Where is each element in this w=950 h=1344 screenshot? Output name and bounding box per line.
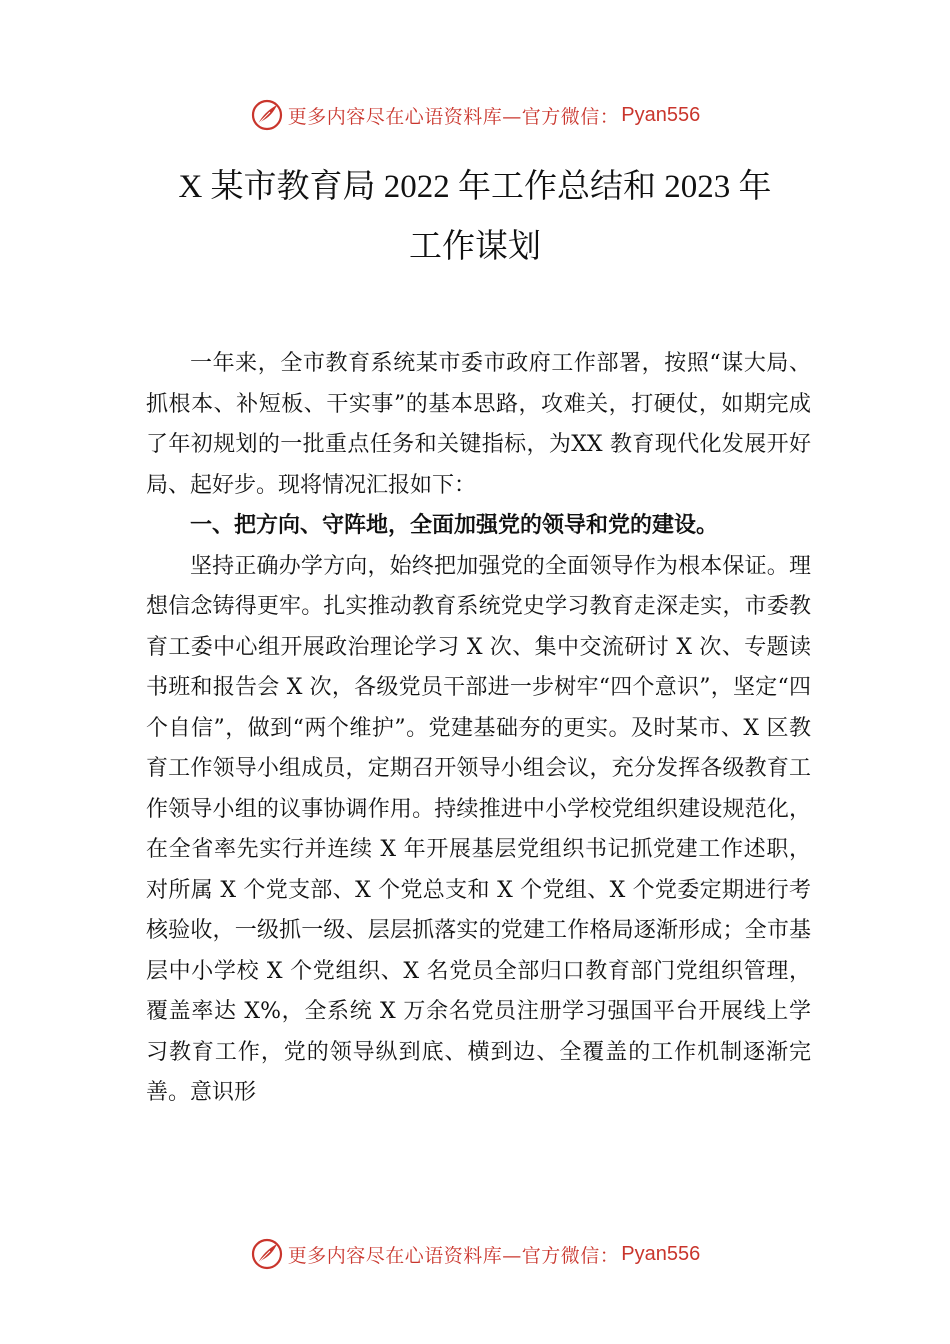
intro-paragraph: 一年来，全市教育系统某市委市政府工作部署，按照“谋大局、抓根本、补短板、干实事”的基本思路，攻难关，打硬仗，如期完成了年初规划的一批重点任务和关键指标，为XX 教育现代化发展开好局、起好步。现将情况汇报如下： xyxy=(146,351,811,498)
watermark-text: 更多内容尽在心语资料库—官方微信： xyxy=(287,1244,620,1267)
section-heading-1: 一、把方向、守阵地，全面加强党的领导和党的建设。 xyxy=(190,513,719,538)
watermark-wechat-id: Pyan556 xyxy=(621,103,701,126)
section-1-paragraph: 坚持正确办学方向，始终把加强党的全面领导作为根本保证。理想信念铸得更牢。扎实推动教育系统党史学习教育走深走实，市委教育工委中心组开展政治理论学习 X 次、集中交流研讨 X 次、专题读书班和报告会 X 次，各级党员干部进一步树牢“四个意识”，坚定“四个自信”，做到“两个维护”。党建基础夯的更实。及时某市、X 区教育工作领导小组成员，定期召开领导小组会议，充分发挥各级教育工作领导小组的议事协调作用。持续推进中小学校党组织建设规范化，在全省率先实行并连续 X 年开展基层党组织书记抓党建工作述职，对所属 X 个党支部、X 个党总支和 X 个党组、X 个党委定期进行考核验收，一级抓一级、层层抓落实的党建工作格局逐渐形成；全市基层中小学校 X 个党组织、X 名党员全部归口教育部门党组织管理，覆盖率达 X%，全系统 X 万余名党员注册学习强国平台开展线上学习教育工作，党的领导纵到底、横到边、全覆盖的工作机制逐渐完善。意识形 xyxy=(146,553,811,1105)
quill-logo-icon xyxy=(250,98,284,132)
document-body xyxy=(146,344,811,1114)
document-title xyxy=(100,157,850,277)
watermark-wechat-id: Pyan556 xyxy=(621,1242,701,1265)
title-line-2: 工作谋划 xyxy=(409,229,541,265)
watermark-banner-top xyxy=(0,95,950,135)
title-line-1: X 某市教育局 2022 年工作总结和 2023 年 xyxy=(178,169,772,205)
watermark-text: 更多内容尽在心语资料库—官方微信： xyxy=(287,105,620,128)
watermark-banner-bottom xyxy=(0,1234,950,1274)
quill-logo-icon xyxy=(250,1237,284,1271)
